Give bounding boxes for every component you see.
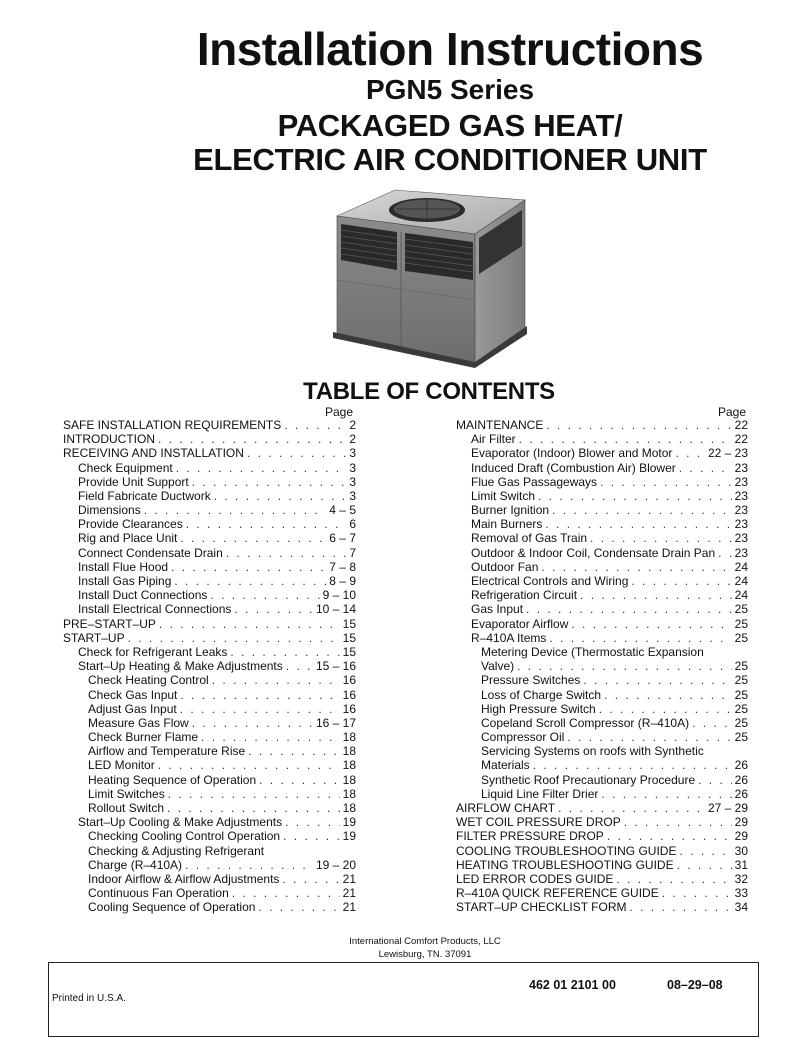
toc-entry-page: 25 bbox=[734, 659, 748, 674]
toc-entry-title: Refrigeration Circuit bbox=[471, 588, 578, 603]
toc-dot-leader bbox=[168, 787, 340, 801]
toc-entry-title: Check for Refrigerant Leaks bbox=[78, 644, 228, 659]
toc-dot-leader bbox=[546, 418, 731, 432]
toc-dot-leader bbox=[601, 787, 731, 801]
toc-dot-leader bbox=[533, 758, 732, 772]
toc-dot-leader bbox=[210, 588, 319, 602]
toc-entry-page: 23 bbox=[734, 503, 748, 518]
toc-dot-leader bbox=[283, 829, 340, 843]
toc-entry bbox=[456, 446, 748, 460]
toc-entry bbox=[63, 446, 356, 460]
toc-entry-page: 3 bbox=[349, 488, 356, 503]
toc-dot-leader bbox=[234, 602, 313, 616]
toc-entry bbox=[456, 702, 748, 716]
toc-entry bbox=[456, 532, 748, 546]
toc-entry-title: Evaporator (Indoor) Blower and Motor bbox=[471, 446, 673, 461]
toc-entry-title: Continuous Fan Operation bbox=[88, 886, 229, 901]
toc-entry-title: Loss of Charge Switch bbox=[481, 687, 602, 702]
toc-entry-title: LED Monitor bbox=[88, 758, 155, 773]
series-subtitle: PGN5 Series bbox=[365, 74, 535, 105]
toc-entry-page: 24 bbox=[734, 559, 748, 574]
toc-dot-leader bbox=[174, 574, 326, 588]
toc-entry-title: Install Flue Hood bbox=[78, 559, 169, 574]
toc-dot-leader bbox=[545, 517, 731, 531]
toc-dot-leader bbox=[186, 517, 347, 531]
toc-entry-page: 6 – 7 bbox=[329, 531, 356, 546]
toc-entry-title: Compressor Oil bbox=[481, 730, 565, 745]
toc-dot-leader bbox=[718, 546, 731, 560]
toc-entry-title: Removal of Gas Train bbox=[471, 531, 588, 546]
toc-entry-page: 15 – 16 bbox=[315, 659, 356, 674]
toc-entry bbox=[456, 886, 748, 900]
company-name: International Comfort Products, LLC bbox=[349, 936, 501, 947]
toc-entry bbox=[63, 645, 356, 659]
toc-dot-leader bbox=[580, 588, 732, 602]
toc-entry-page: 25 bbox=[734, 730, 748, 745]
toc-entry-title: Check Heating Control bbox=[88, 673, 209, 688]
toc-entry-title: Install Duct Connections bbox=[78, 588, 208, 603]
toc-entry bbox=[456, 461, 748, 475]
toc-entry-title: Rig and Place Unit bbox=[78, 531, 178, 546]
toc-left-column bbox=[63, 418, 356, 915]
toc-entry bbox=[63, 503, 356, 517]
toc-dot-leader bbox=[144, 503, 327, 517]
toc-entry-page: 2 bbox=[349, 417, 356, 432]
toc-dot-leader bbox=[259, 773, 340, 787]
toc-entry-page: 25 bbox=[734, 715, 748, 730]
toc-entry-title: FILTER PRESSURE DROP bbox=[456, 829, 604, 844]
toc-entry-page: 21 bbox=[342, 871, 356, 886]
toc-entry-title: Field Fabricate Ductwork bbox=[78, 488, 211, 503]
toc-entry bbox=[63, 546, 356, 560]
toc-entry bbox=[456, 631, 748, 645]
toc-entry-title: Limit Switch bbox=[471, 488, 536, 503]
toc-page-header-right: Page bbox=[718, 405, 747, 419]
toc-entry bbox=[63, 787, 356, 801]
toc-dot-leader bbox=[158, 432, 346, 446]
toc-entry bbox=[456, 588, 748, 602]
toc-entry-title: MAINTENANCE bbox=[456, 417, 544, 432]
toc-entry-title: START–UP CHECKLIST FORM bbox=[456, 900, 627, 915]
toc-entry bbox=[456, 659, 748, 673]
toc-dot-leader bbox=[571, 617, 731, 631]
toc-entry-title: Charge (R–410A) bbox=[88, 857, 183, 872]
toc-entry-title: Induced Draft (Combustion Air) Blower bbox=[471, 460, 676, 475]
toc-dot-leader bbox=[230, 645, 339, 659]
toc-dot-leader bbox=[247, 446, 346, 460]
toc-entry-title: Provide Unit Support bbox=[78, 474, 189, 489]
toc-entry-page: 25 bbox=[734, 701, 748, 716]
toc-entry bbox=[456, 815, 748, 829]
toc-entry-title: R–410A Items bbox=[471, 630, 547, 645]
toc-dot-leader bbox=[128, 631, 340, 645]
toc-entry bbox=[456, 432, 748, 446]
toc-entry-title: AIRFLOW CHART bbox=[456, 801, 556, 816]
toc-entry-page: 18 bbox=[342, 730, 356, 745]
toc-entry bbox=[456, 900, 748, 914]
toc-right-column bbox=[456, 418, 748, 915]
product-subtitle-line1: PACKAGED GAS HEAT/ bbox=[277, 108, 623, 143]
document-title: Installation Instructions bbox=[196, 23, 704, 75]
toc-entry-page: 23 bbox=[734, 460, 748, 475]
toc-entry-page: 25 bbox=[734, 673, 748, 688]
company-info bbox=[260, 935, 590, 961]
toc-entry-page: 21 bbox=[342, 900, 356, 915]
toc-entry-title: Flue Gas Passageways bbox=[471, 474, 598, 489]
toc-entry bbox=[63, 900, 356, 914]
toc-entry bbox=[63, 886, 356, 900]
toc-entry bbox=[456, 688, 748, 702]
toc-entry-title: Start–Up Heating & Make Adjustments bbox=[78, 659, 283, 674]
toc-entry-title: Limit Switches bbox=[88, 786, 165, 801]
toc-entry-title: Electrical Controls and Wiring bbox=[471, 574, 629, 589]
toc-entry-title: WET COIL PRESSURE DROP bbox=[456, 815, 621, 830]
toc-dot-leader bbox=[201, 730, 340, 744]
toc-entry-page: 29 bbox=[734, 815, 748, 830]
toc-entry bbox=[456, 617, 748, 631]
toc-entry-page: 22 bbox=[734, 417, 748, 432]
toc-entry-title: Rollout Switch bbox=[88, 801, 165, 816]
toc-dot-leader bbox=[662, 886, 732, 900]
toc-entry-page: 18 bbox=[342, 786, 356, 801]
toc-entry-page: 19 bbox=[342, 829, 356, 844]
toc-entry-page: 16 bbox=[342, 673, 356, 688]
toc-entry-page: 3 bbox=[349, 460, 356, 475]
toc-dot-leader bbox=[180, 702, 340, 716]
toc-entry-page: 22 bbox=[734, 432, 748, 447]
toc-entry bbox=[456, 759, 748, 773]
toc-entry-title: Main Burners bbox=[471, 517, 543, 532]
toc-entry-page: 3 bbox=[349, 446, 356, 461]
toc-entry-title: R–410A QUICK REFERENCE GUIDE bbox=[456, 886, 659, 901]
toc-entry-title: Copeland Scroll Compressor (R–410A) bbox=[481, 715, 690, 730]
toc-dot-leader bbox=[214, 489, 347, 503]
toc-entry-page: 26 bbox=[734, 772, 748, 787]
toc-entry bbox=[63, 673, 356, 687]
toc-dot-leader bbox=[226, 546, 347, 560]
toc-entry-title: PRE–START–UP bbox=[63, 616, 156, 631]
toc-entry-page: 18 bbox=[342, 772, 356, 787]
toc-entry bbox=[63, 815, 356, 829]
toc-dot-leader bbox=[599, 702, 732, 716]
toc-entry-title: LED ERROR CODES GUIDE bbox=[456, 871, 614, 886]
toc-dot-leader bbox=[185, 858, 313, 872]
toc-entry-page: 19 bbox=[342, 815, 356, 830]
toc-dot-leader bbox=[600, 475, 732, 489]
toc-entry bbox=[63, 631, 356, 645]
toc-entry bbox=[63, 432, 356, 446]
toc-entry bbox=[456, 602, 748, 616]
toc-entry-page: 24 bbox=[734, 574, 748, 589]
toc-entry-page: 23 bbox=[734, 474, 748, 489]
toc-entry bbox=[63, 418, 356, 432]
toc-entry-title: Evaporator Airflow bbox=[471, 616, 569, 631]
toc-dot-leader bbox=[180, 531, 326, 545]
toc-entry-page: 15 bbox=[342, 616, 356, 631]
toc-dot-leader bbox=[159, 617, 340, 631]
toc-dot-leader bbox=[285, 815, 340, 829]
toc-entry bbox=[63, 773, 356, 787]
toc-entry-page: 23 bbox=[734, 531, 748, 546]
toc-dot-leader bbox=[519, 432, 732, 446]
toc-entry bbox=[456, 560, 748, 574]
toc-dot-leader bbox=[258, 900, 339, 914]
toc-entry-title: Check Gas Input bbox=[88, 687, 178, 702]
toc-entry-page: 2 bbox=[349, 432, 356, 447]
toc-entry-title: Airflow and Temperature Rise bbox=[88, 744, 246, 759]
toc-entry-page: 26 bbox=[734, 786, 748, 801]
toc-entry bbox=[63, 858, 356, 872]
toc-entry bbox=[456, 872, 748, 886]
toc-entry bbox=[456, 858, 748, 872]
footer-box bbox=[48, 962, 759, 1037]
toc-entry bbox=[456, 801, 748, 815]
toc-entry-page: 23 bbox=[734, 545, 748, 560]
toc-entry-page: 23 bbox=[734, 488, 748, 503]
toc-dot-leader bbox=[180, 688, 339, 702]
toc-dot-leader bbox=[590, 531, 732, 545]
toc-dot-leader bbox=[698, 773, 732, 787]
toc-entry-title: Provide Clearances bbox=[78, 517, 183, 532]
toc-entry bbox=[456, 829, 748, 843]
toc-dot-leader bbox=[549, 631, 731, 645]
toc-entry-page: 31 bbox=[734, 857, 748, 872]
toc-entry bbox=[456, 418, 748, 432]
toc-entry bbox=[63, 489, 356, 503]
toc-entry-page: 24 bbox=[734, 588, 748, 603]
toc-entry bbox=[63, 588, 356, 602]
toc-entry bbox=[63, 702, 356, 716]
toc-dot-leader bbox=[171, 560, 326, 574]
toc-entry-page: 25 bbox=[734, 602, 748, 617]
toc-entry bbox=[456, 645, 748, 659]
toc-entry-page: 29 bbox=[734, 829, 748, 844]
toc-entry-title: Liquid Line Filter Drier bbox=[481, 786, 599, 801]
toc-entry-page: 10 – 14 bbox=[315, 602, 356, 617]
toc-entry bbox=[456, 844, 748, 858]
toc-dot-leader bbox=[286, 659, 313, 673]
toc-entry bbox=[63, 475, 356, 489]
toc-dot-leader bbox=[624, 815, 732, 829]
toc-entry-page: 34 bbox=[734, 900, 748, 915]
toc-entry-page: 9 – 10 bbox=[322, 588, 356, 603]
toc-entry-page: 27 – 29 bbox=[707, 801, 748, 816]
toc-heading: TABLE OF CONTENTS bbox=[303, 378, 555, 405]
toc-entry-page: 25 bbox=[734, 616, 748, 631]
toc-entry bbox=[63, 759, 356, 773]
toc-entry-title: Gas Input bbox=[471, 602, 524, 617]
toc-entry bbox=[63, 844, 356, 858]
toc-dot-leader bbox=[517, 659, 732, 673]
document-date: 08–29–08 bbox=[667, 978, 723, 992]
toc-entry-page: 18 bbox=[342, 801, 356, 816]
toc-entry-page: 4 – 5 bbox=[329, 503, 356, 518]
toc-entry-title: Checking & Adjusting Refrigerant bbox=[88, 843, 265, 858]
toc-entry-page: 21 bbox=[342, 886, 356, 901]
toc-entry-title: Synthetic Roof Precautionary Procedure bbox=[481, 772, 696, 787]
toc-dot-leader bbox=[629, 900, 731, 914]
toc-dot-leader bbox=[567, 730, 731, 744]
toc-entry bbox=[63, 659, 356, 673]
toc-entry bbox=[456, 475, 748, 489]
toc-entry-page: 25 bbox=[734, 630, 748, 645]
toc-entry bbox=[63, 517, 356, 531]
toc-entry-title: SAFE INSTALLATION REQUIREMENTS bbox=[63, 417, 282, 432]
toc-dot-leader bbox=[675, 446, 705, 460]
toc-dot-leader bbox=[232, 886, 340, 900]
toc-entry-page: 16 bbox=[342, 701, 356, 716]
toc-entry-page: 6 bbox=[349, 517, 356, 532]
toc-dot-leader bbox=[192, 475, 347, 489]
toc-entry-title: Measure Gas Flow bbox=[88, 715, 189, 730]
toc-entry bbox=[456, 574, 748, 588]
toc-entry-page: 18 bbox=[342, 744, 356, 759]
toc-entry bbox=[63, 560, 356, 574]
toc-entry-page: 8 – 9 bbox=[329, 574, 356, 589]
toc-dot-leader bbox=[541, 560, 731, 574]
company-address: Lewisburg, TN. 37091 bbox=[378, 949, 472, 960]
toc-entry bbox=[456, 673, 748, 687]
toc-dot-leader bbox=[526, 602, 732, 616]
toc-dot-leader bbox=[248, 744, 339, 758]
toc-entry bbox=[63, 829, 356, 843]
toc-dot-leader bbox=[616, 872, 731, 886]
toc-entry bbox=[63, 602, 356, 616]
toc-dot-leader bbox=[631, 574, 731, 588]
toc-entry-title: START–UP bbox=[63, 630, 125, 645]
toc-entry bbox=[456, 716, 748, 730]
toc-entry-title: Burner Ignition bbox=[471, 503, 550, 518]
packaged-unit-photo-icon bbox=[327, 188, 527, 368]
toc-entry-page: 7 – 8 bbox=[329, 559, 356, 574]
toc-entry bbox=[63, 801, 356, 815]
toc-entry bbox=[63, 574, 356, 588]
toc-entry-title: Adjust Gas Input bbox=[88, 701, 177, 716]
toc-entry bbox=[63, 716, 356, 730]
toc-entry-page: 16 – 17 bbox=[315, 715, 356, 730]
toc-entry bbox=[63, 688, 356, 702]
toc-entry-page: 7 bbox=[349, 545, 356, 560]
toc-entry-title: Materials bbox=[481, 758, 530, 773]
toc-entry-title: Connect Condensate Drain bbox=[78, 545, 223, 560]
toc-entry bbox=[456, 546, 748, 560]
toc-entry-title: High Pressure Switch bbox=[481, 701, 596, 716]
toc-dot-leader bbox=[604, 688, 732, 702]
toc-entry-title: Checking Cooling Control Operation bbox=[88, 829, 281, 844]
toc-dot-leader bbox=[176, 461, 347, 475]
toc-entry-page: 19 – 20 bbox=[315, 857, 356, 872]
toc-entry bbox=[456, 517, 748, 531]
toc-entry-title: Valve) bbox=[481, 659, 515, 674]
toc-entry-title: Indoor Airflow & Airflow Adjustments bbox=[88, 871, 280, 886]
toc-dot-leader bbox=[192, 716, 313, 730]
document-number: 462 01 2101 00 bbox=[529, 978, 616, 992]
toc-dot-leader bbox=[679, 844, 731, 858]
toc-entry bbox=[63, 744, 356, 758]
toc-entry bbox=[63, 617, 356, 631]
toc-dot-leader bbox=[583, 673, 731, 687]
toc-entry-page: 26 bbox=[734, 758, 748, 773]
toc-entry bbox=[456, 787, 748, 801]
toc-entry-page: 3 bbox=[349, 474, 356, 489]
toc-entry-page: 23 bbox=[734, 517, 748, 532]
toc-entry bbox=[456, 503, 748, 517]
toc-entry-page: 33 bbox=[734, 886, 748, 901]
toc-dot-leader bbox=[607, 829, 732, 843]
toc-entry bbox=[456, 730, 748, 744]
toc-entry-page: 30 bbox=[734, 843, 748, 858]
toc-entry bbox=[456, 489, 748, 503]
toc-entry-page: 25 bbox=[734, 687, 748, 702]
toc-dot-leader bbox=[558, 801, 705, 815]
toc-entry-page: 16 bbox=[342, 687, 356, 702]
toc-entry-title: Cooling Sequence of Operation bbox=[88, 900, 256, 915]
toc-entry bbox=[63, 532, 356, 546]
toc-entry-title: Install Electrical Connections bbox=[78, 602, 232, 617]
toc-entry-title: HEATING TROUBLESHOOTING GUIDE bbox=[456, 857, 674, 872]
toc-entry-title: INTRODUCTION bbox=[63, 432, 155, 447]
toc-entry-page: 22 – 23 bbox=[707, 446, 748, 461]
toc-entry-title: Install Gas Piping bbox=[78, 574, 172, 589]
toc-dot-leader bbox=[692, 716, 732, 730]
toc-entry-page: 15 bbox=[342, 644, 356, 659]
toc-entry-title: RECEIVING AND INSTALLATION bbox=[63, 446, 244, 461]
toc-entry bbox=[456, 744, 748, 758]
toc-entry-title: Start–Up Cooling & Make Adjustments bbox=[78, 815, 283, 830]
toc-entry-page: 18 bbox=[342, 758, 356, 773]
toc-dot-leader bbox=[212, 673, 340, 687]
toc-entry bbox=[456, 773, 748, 787]
toc-dot-leader bbox=[158, 758, 340, 772]
toc-dot-leader bbox=[167, 801, 340, 815]
toc-entry-title: Dimensions bbox=[78, 503, 141, 518]
toc-dot-leader bbox=[552, 503, 732, 517]
toc-dot-leader bbox=[538, 489, 732, 503]
toc-entry-title: Pressure Switches bbox=[481, 673, 581, 688]
toc-entry-title: Air Filter bbox=[471, 432, 516, 447]
toc-page-header-left: Page bbox=[325, 405, 354, 419]
toc-entry-title: Outdoor & Indoor Coil, Condensate Drain Pan bbox=[471, 545, 716, 560]
toc-entry-page: 32 bbox=[734, 871, 748, 886]
toc-entry bbox=[63, 872, 356, 886]
toc-dot-leader bbox=[284, 418, 346, 432]
toc-entry-title: Servicing Systems on roofs with Synthetic bbox=[481, 744, 704, 759]
toc-dot-leader bbox=[679, 461, 732, 475]
printed-in-notice: Printed in U.S.A. bbox=[52, 993, 126, 1004]
toc-entry bbox=[63, 730, 356, 744]
toc-entry-title: Check Equipment bbox=[78, 460, 173, 475]
toc-entry bbox=[63, 461, 356, 475]
toc-entry-title: COOLING TROUBLESHOOTING GUIDE bbox=[456, 843, 677, 858]
toc-entry-title: Heating Sequence of Operation bbox=[88, 772, 257, 787]
toc-dot-leader bbox=[677, 858, 732, 872]
toc-entry-title: Check Burner Flame bbox=[88, 730, 199, 745]
toc-entry-title: Outdoor Fan bbox=[471, 559, 539, 574]
toc-entry-page: 15 bbox=[342, 630, 356, 645]
product-subtitle-line2: ELECTRIC AIR CONDITIONER UNIT bbox=[193, 142, 707, 177]
toc-entry-title: Metering Device (Thermostatic Expansion bbox=[481, 644, 704, 659]
toc-dot-leader bbox=[282, 872, 339, 886]
